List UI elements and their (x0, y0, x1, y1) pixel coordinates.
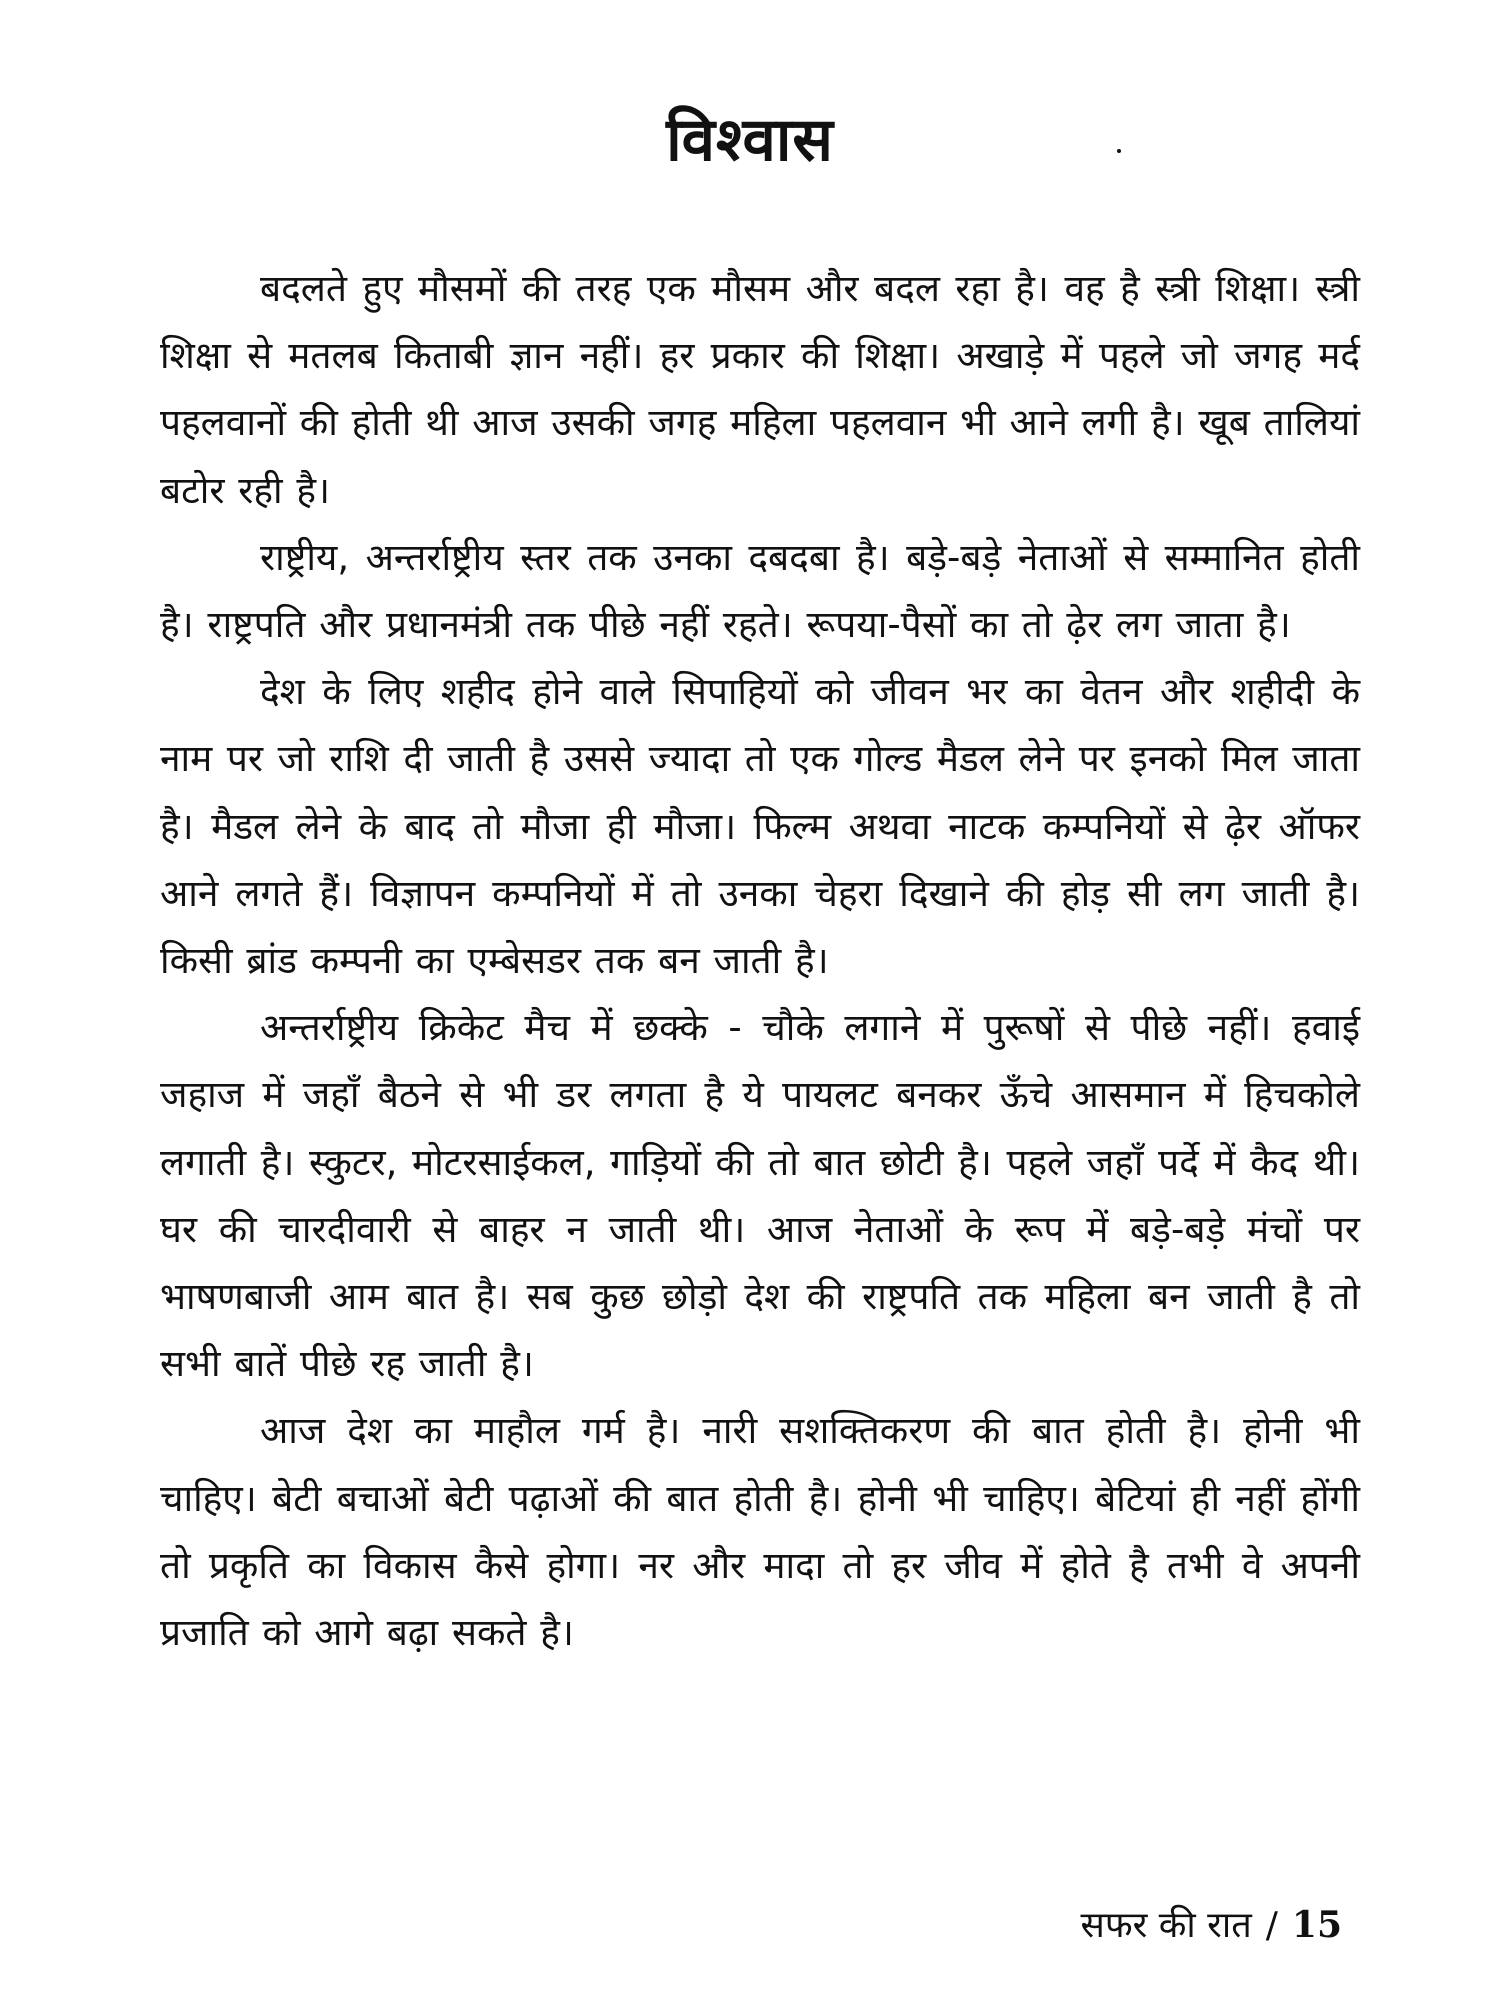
paragraph-3: देश के लिए शहीद होने वाले सिपाहियों को जीवन भर का वेतन और शहीदी के नाम पर जो राशि दी जाती है उससे ज्यादा तो एक गोल्ड मैडल लेने पर इनको मिल जाता है। मैडल लेने के बाद तो मौजा ही मौजा। फिल्म अथवा नाटक कम्पनियों से ढ़ेर ऑफर आने लगते हैं। विज्ञापन कम्पनियों में तो उनका चेहरा दिखाने की होड़ सी लग जाती है। किसी ब्रांड कम्पनी का एम्बेसडर तक बन जाती है। (160, 670, 1360, 983)
chapter-body (160, 255, 1360, 1666)
paragraph-4: अन्तर्राष्ट्रीय क्रिकेट मैच में छक्के - चौके लगाने में पुरूषों से पीछे नहीं। हवाई जहाज में जहाँ बैठने से भी डर लगता है ये पायलट बनकर ऊँचे आसमान में हिचकोले लगाती है। स्कुटर, मोटरसाईकल, गाड़ियों की तो बात छोटी है। पहले जहाँ पर्दे में कैद थी। घर की चारदीवारी से बाहर न जाती थी। आज नेताओं के रूप में बड़े-बड़े मंचों पर भाषणबाजी आम बात है। सब कुछ छोड़ो देश की राष्ट्रपति तक महिला बन जाती है तो सभी बातें पीछे रह जाती है। (160, 1006, 1360, 1386)
footer-separator: / (1265, 1905, 1278, 1946)
paragraph-2: राष्ट्रीय, अन्तर्राष्ट्रीय स्तर तक उनका दबदबा है। बड़े-बड़े नेताओं से सम्मानित होती है। राष्ट्रपति और प्रधानमंत्री तक पीछे नहीं रहते। रूपया-पैसों का तो ढ़ेर लग जाता है। (160, 535, 1360, 647)
ink-speck (1117, 149, 1121, 153)
paragraph-5: आज देश का माहौल गर्म है। नारी सशक्तिकरण की बात होती है। होनी भी चाहिए। बेटी बचाओं बेटी पढ़ाओं की बात होती है। होनी भी चाहिए। बेटियां ही नहीं होंगी तो प्रकृति का विकास कैसे होगा। नर और मादा तो हर जीव में होते है तभी वे अपनी प्रजाति को आगे बढ़ा सकते है। (160, 1409, 1360, 1655)
page-footer (1081, 1900, 1343, 1951)
paragraph-1: बदलते हुए मौसमों की तरह एक मौसम और बदल रहा है। वह है स्त्री शिक्षा। स्त्री शिक्षा से मतलब किताबी ज्ञान नहीं। हर प्रकार की शिक्षा। अखाड़े में पहले जो जगह मर्द पहलवानों की होती थी आज उसकी जगह महिला पहलवान भी आने लगी है। खूब तालियां बटोर रही है। (160, 267, 1360, 512)
page-number: 15 (1291, 1904, 1342, 1946)
footer-book-title: सफर की रात (1080, 1905, 1252, 1946)
chapter-title: विश्वास (666, 105, 834, 175)
